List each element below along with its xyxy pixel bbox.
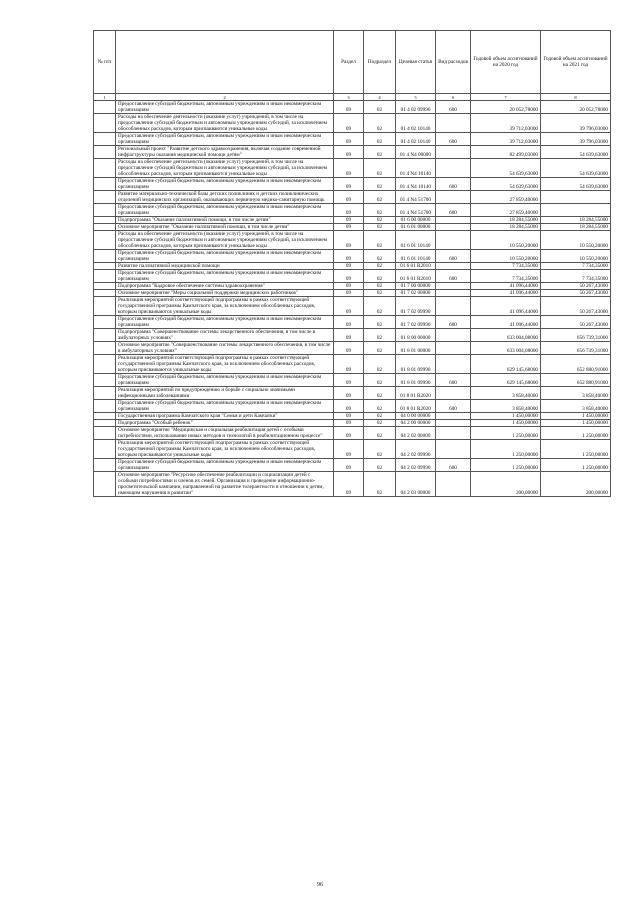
amount-2021-cell: 7 734,35000 — [541, 263, 611, 270]
amount-2020-cell: 82 499,03000 — [471, 146, 541, 159]
target-cell: 04 0 00 00000 — [396, 413, 436, 420]
expense-type-cell — [436, 297, 471, 316]
section-cell: 09 — [334, 290, 364, 297]
amount-2021-cell: 10 550,20000 — [541, 250, 611, 263]
row-number-cell — [94, 342, 116, 355]
target-cell: 01 4 02 10140 — [396, 133, 436, 146]
amount-2020-cell: 54 639,63000 — [471, 159, 541, 178]
amount-2020-cell: 1 450,00000 — [471, 420, 541, 427]
section-cell: 09 — [334, 387, 364, 400]
subsection-cell: 02 — [364, 250, 396, 263]
expense-type-cell — [436, 413, 471, 420]
amount-2021-cell: 50 267,43000 — [541, 316, 611, 329]
target-cell: 04 2 02 09990 — [396, 459, 436, 472]
row-name-cell: Основное мероприятие "Меры социальной поддержки медицинских работников" — [116, 290, 334, 297]
section-cell: 09 — [334, 159, 364, 178]
table-row — [94, 440, 611, 459]
amount-2021-cell: 656 739,31000 — [541, 329, 611, 342]
expense-type-cell: 600 — [436, 400, 471, 413]
section-cell: 09 — [334, 217, 364, 224]
subsection-cell: 02 — [364, 191, 396, 204]
expense-type-cell — [436, 114, 471, 133]
expense-type-cell — [436, 146, 471, 159]
section-cell: 09 — [334, 114, 364, 133]
row-number-cell — [94, 290, 116, 297]
row-number-cell — [94, 297, 116, 316]
section-cell: 09 — [334, 101, 364, 114]
col-number: 8 — [541, 94, 611, 101]
col-number: 5 — [396, 94, 436, 101]
amount-2021-cell: 20 052,78000 — [541, 101, 611, 114]
header-name — [116, 31, 334, 94]
header-num: № п/п — [94, 31, 116, 94]
row-name-cell: Расходы на обеспечение деятельности (оказание услуг) учреждений, в том числе на предоставление субсидий бюджетным и автономным учреждениям субсидий, за исключением обособленных расходов, которым присваиваются уникальные коды — [116, 231, 334, 250]
row-number-cell — [94, 329, 116, 342]
row-name-cell: Подпрограмма "Оказание паллиативной помощи, в том числе детям" — [116, 217, 334, 224]
expense-type-cell — [436, 224, 471, 231]
row-name-cell: Предоставление субсидий бюджетным, автономным учреждениям и иным некоммерческим организациям — [116, 250, 334, 263]
target-cell: 01 6 01 10140 — [396, 250, 436, 263]
row-name-cell: Реализация мероприятий соответствующей подпрограммы в рамках соответствующей государственной программы Камчатского края, за исключением обособленных расходов, которым присваиваются уникальные коды — [116, 297, 334, 316]
row-number-cell — [94, 146, 116, 159]
row-number-cell — [94, 159, 116, 178]
table-row — [94, 459, 611, 472]
table-row — [94, 133, 611, 146]
row-name-cell: Предоставление субсидий бюджетным, автономным учреждениям и иным некоммерческим организациям — [116, 178, 334, 191]
amount-2020-cell: 1 450,00000 — [471, 413, 541, 420]
amount-2021-cell: 1 250,00000 — [541, 440, 611, 459]
section-cell: 09 — [334, 413, 364, 420]
target-cell: 04 2 03 00000 — [396, 472, 436, 497]
section-cell: 09 — [334, 270, 364, 283]
row-number-cell — [94, 472, 116, 497]
expense-type-cell — [436, 263, 471, 270]
row-name-cell: Предоставление субсидий бюджетным, автономным учреждениям и иным некоммерческим организациям — [116, 101, 334, 114]
table-row — [94, 374, 611, 387]
amount-2020-cell: 27 859,40000 — [471, 204, 541, 217]
row-name-cell: Региональный проект "Развитие детского здравоохранения, включая создание современной инфраструктуры оказания медицинской помощи детям" — [116, 146, 334, 159]
section-cell: 09 — [334, 133, 364, 146]
amount-2021-cell: 50 267,43000 — [541, 297, 611, 316]
expense-type-cell: 600 — [436, 316, 471, 329]
amount-2021-cell: 54 639,63000 — [541, 159, 611, 178]
table-row — [94, 146, 611, 159]
header-section: Раздел — [334, 31, 364, 94]
amount-2020-cell: 41 096,44000 — [471, 283, 541, 290]
row-name-cell: Расходы на обеспечение деятельности (оказание услуг) учреждений, в том числе на предоставление субсидий бюджетным и автономным учреждениям субсидий, за исключением обособленных расходов, которым присваиваются уникальные коды — [116, 114, 334, 133]
table-row — [94, 217, 611, 224]
amount-2021-cell: 652 880,91000 — [541, 355, 611, 374]
row-number-cell — [94, 101, 116, 114]
row-number-cell — [94, 316, 116, 329]
section-cell: 09 — [334, 420, 364, 427]
amount-2020-cell: 41 096,44000 — [471, 290, 541, 297]
amount-2020-cell: 7 734,35000 — [471, 270, 541, 283]
subsection-cell: 02 — [364, 297, 396, 316]
target-cell: 01 7 02 09990 — [396, 297, 436, 316]
target-cell: 04 2 02 09990 — [396, 440, 436, 459]
subsection-cell: 02 — [364, 427, 396, 440]
target-cell: 01 7 02 00000 — [396, 290, 436, 297]
expense-type-cell — [436, 159, 471, 178]
amount-2021-cell — [541, 204, 611, 217]
amount-2020-cell: 200,00000 — [471, 472, 541, 497]
subsection-cell: 02 — [364, 159, 396, 178]
target-cell: 01 6 01 R2010 — [396, 270, 436, 283]
section-cell: 09 — [334, 191, 364, 204]
row-name-cell: Реализация мероприятий по предупреждению и борьбе с социально значимыми инфекционными заболеваниями — [116, 387, 334, 400]
subsection-cell: 02 — [364, 146, 396, 159]
expense-type-cell: 600 — [436, 204, 471, 217]
table-row — [94, 224, 611, 231]
amount-2020-cell: 18 284,55000 — [471, 217, 541, 224]
row-number-cell — [94, 413, 116, 420]
col-number: 7 — [471, 94, 541, 101]
target-cell: 01 8 01 R2020 — [396, 400, 436, 413]
amount-2021-cell: 10 550,20000 — [541, 231, 611, 250]
subsection-cell: 02 — [364, 355, 396, 374]
target-cell: 01 4 N4 51700 — [396, 204, 436, 217]
subsection-cell: 02 — [364, 400, 396, 413]
subsection-cell: 02 — [364, 133, 396, 146]
row-name-cell: Предоставление субсидий бюджетным, автономным учреждениям и иным некоммерческим организациям — [116, 133, 334, 146]
header-expense-type: Вид расходов — [436, 31, 471, 94]
section-cell: 09 — [334, 146, 364, 159]
col-number: 4 — [364, 94, 396, 101]
col-number: 6 — [436, 94, 471, 101]
amount-2021-cell: 1 250,00000 — [541, 459, 611, 472]
section-cell: 09 — [334, 400, 364, 413]
header-target: Целевая статья — [396, 31, 436, 94]
table-row — [94, 178, 611, 191]
target-cell: 01 8 01 09990 — [396, 355, 436, 374]
expense-type-cell: 600 — [436, 178, 471, 191]
subsection-cell: 02 — [364, 231, 396, 250]
amount-2020-cell: 633 004,08000 — [471, 342, 541, 355]
subsection-cell: 02 — [364, 270, 396, 283]
amount-2020-cell: 10 550,20000 — [471, 250, 541, 263]
budget-table — [93, 30, 611, 497]
table-row — [94, 231, 611, 250]
amount-2021-cell: 3 858,40000 — [541, 387, 611, 400]
expense-type-cell: 600 — [436, 133, 471, 146]
target-cell: 01 6 01 10140 — [396, 231, 436, 250]
target-cell: 01 4 N4 10140 — [396, 159, 436, 178]
row-number-cell — [94, 459, 116, 472]
row-name-cell: Государственная программа Камчатского края "Семья и дети Камчатки" — [116, 413, 334, 420]
row-number-cell — [94, 400, 116, 413]
row-number-cell — [94, 178, 116, 191]
amount-2020-cell: 27 859,40000 — [471, 191, 541, 204]
row-number-cell — [94, 114, 116, 133]
section-cell: 09 — [334, 283, 364, 290]
target-cell: 01 8 01 09990 — [396, 374, 436, 387]
row-name-cell: Развитие паллиативной медицинской помощи — [116, 263, 334, 270]
expense-type-cell — [436, 217, 471, 224]
target-cell: 01 7 02 09990 — [396, 316, 436, 329]
expense-type-cell — [436, 342, 471, 355]
amount-2021-cell — [541, 191, 611, 204]
row-name-cell: Предоставление субсидий бюджетным, автономным учреждениям и иным некоммерческим организациям — [116, 204, 334, 217]
subsection-cell: 02 — [364, 224, 396, 231]
row-name-cell: Расходы на обеспечение деятельности (оказание услуг) учреждений, в том числе на предоставление субсидий бюджетным и автономным учреждениям субсидий, за исключением обособленных расходов, которым присваиваются уникальные коды — [116, 159, 334, 178]
expense-type-cell: 600 — [436, 101, 471, 114]
amount-2021-cell: 1 250,00000 — [541, 427, 611, 440]
row-number-cell — [94, 231, 116, 250]
subsection-cell: 02 — [364, 459, 396, 472]
row-number-cell — [94, 224, 116, 231]
expense-type-cell — [436, 440, 471, 459]
target-cell: 01 4 02 10140 — [396, 114, 436, 133]
target-cell: 01 8 01 R2020 — [396, 387, 436, 400]
amount-2020-cell: 3 858,40000 — [471, 387, 541, 400]
amount-2020-cell: 39 712,03000 — [471, 133, 541, 146]
row-name-cell: Предоставление субсидий бюджетным, автономным учреждениям и иным некоммерческим организациям — [116, 316, 334, 329]
section-cell: 09 — [334, 263, 364, 270]
section-cell: 09 — [334, 342, 364, 355]
table-row — [94, 329, 611, 342]
expense-type-cell — [436, 191, 471, 204]
section-cell: 09 — [334, 297, 364, 316]
subsection-cell: 02 — [364, 329, 396, 342]
row-name-cell: Подпрограмма "Особый ребенок" — [116, 420, 334, 427]
section-cell: 09 — [334, 374, 364, 387]
row-name-cell: Реализация мероприятий соответствующей подпрограммы в рамках соответствующей государственной программы Камчатского края, за исключением обособленных расходов, которым присваиваются уникальные коды — [116, 440, 334, 459]
row-number-cell — [94, 133, 116, 146]
subsection-cell: 02 — [364, 283, 396, 290]
table-body — [94, 94, 611, 497]
table-row — [94, 297, 611, 316]
amount-2021-cell: 54 639,63000 — [541, 146, 611, 159]
row-name-cell: Предоставление субсидий бюджетным, автономным учреждениям и иным некоммерческим организациям — [116, 374, 334, 387]
subsection-cell: 02 — [364, 440, 396, 459]
table-row — [94, 114, 611, 133]
table-row — [94, 355, 611, 374]
subsection-cell: 02 — [364, 342, 396, 355]
subsection-cell: 02 — [364, 204, 396, 217]
expense-type-cell: 600 — [436, 374, 471, 387]
amount-2021-cell: 652 880,91000 — [541, 374, 611, 387]
page-number: 96 — [317, 882, 323, 888]
amount-2020-cell: 20 052,78000 — [471, 101, 541, 114]
row-number-cell — [94, 387, 116, 400]
section-cell: 09 — [334, 204, 364, 217]
target-cell: 04 2 00 00000 — [396, 420, 436, 427]
expense-type-cell: 600 — [436, 459, 471, 472]
table-row — [94, 472, 611, 497]
amount-2020-cell: 18 284,55000 — [471, 224, 541, 231]
row-number-cell — [94, 270, 116, 283]
amount-2021-cell: 39 796,03000 — [541, 114, 611, 133]
amount-2021-cell: 50 267,43000 — [541, 283, 611, 290]
amount-2020-cell: 41 096,44000 — [471, 297, 541, 316]
section-cell: 09 — [334, 472, 364, 497]
section-cell: 09 — [334, 459, 364, 472]
amount-2020-cell: 629 145,68000 — [471, 355, 541, 374]
row-number-cell — [94, 250, 116, 263]
target-cell: 01 8 00 00000 — [396, 329, 436, 342]
expense-type-cell — [436, 427, 471, 440]
amount-2021-cell: 200,00000 — [541, 472, 611, 497]
amount-2020-cell: 629 145,68000 — [471, 374, 541, 387]
row-number-cell — [94, 204, 116, 217]
amount-2021-cell: 18 284,55000 — [541, 224, 611, 231]
amount-2020-cell: 41 096,44000 — [471, 316, 541, 329]
table-row — [94, 342, 611, 355]
expense-type-cell — [436, 355, 471, 374]
row-number-cell — [94, 191, 116, 204]
target-cell: 01 4 N4 10140 — [396, 178, 436, 191]
amount-2020-cell: 1 250,00000 — [471, 427, 541, 440]
amount-2021-cell: 1 450,00000 — [541, 413, 611, 420]
subsection-cell: 02 — [364, 263, 396, 270]
section-cell: 09 — [334, 231, 364, 250]
row-name-cell: Предоставление субсидий бюджетным, автономным учреждениям и иным некоммерческим организациям — [116, 270, 334, 283]
row-name-cell: Подпрограмма "Кадровое обеспечение системы здравоохранения" — [116, 283, 334, 290]
expense-type-cell — [436, 290, 471, 297]
section-cell: 09 — [334, 355, 364, 374]
amount-2021-cell: 656 739,31000 — [541, 342, 611, 355]
table-row — [94, 263, 611, 270]
table-row — [94, 250, 611, 263]
col-number: 1 — [94, 94, 116, 101]
section-cell: 09 — [334, 329, 364, 342]
amount-2020-cell: 1 250,00000 — [471, 459, 541, 472]
row-name-cell: Развитие материально-технической базы детских поликлиник и детских поликлинических отделений медицинских организаций, оказывающих первичную медико-санитарную помощь — [116, 191, 334, 204]
amount-2020-cell: 54 639,63000 — [471, 178, 541, 191]
row-number-cell — [94, 263, 116, 270]
subsection-cell: 02 — [364, 472, 396, 497]
col-number: 3 — [334, 94, 364, 101]
col-number: 2 — [116, 94, 334, 101]
row-number-cell — [94, 355, 116, 374]
subsection-cell: 02 — [364, 374, 396, 387]
section-cell: 09 — [334, 316, 364, 329]
column-number-row — [94, 94, 611, 101]
row-name-cell: Основное мероприятие "Оказание паллиативной помощи, в том числе детям" — [116, 224, 334, 231]
row-name-cell: Основное мероприятие "Ресурсное обеспечение реабилитации и социализации детей с особыми потребностями и членов их семей. Организация и проведение информационно-просветительской кампании, направленной на развитие толерантности в отношении к детям, имеющим нарушения в развитии" — [116, 472, 334, 497]
subsection-cell: 02 — [364, 387, 396, 400]
expense-type-cell — [436, 387, 471, 400]
row-number-cell — [94, 217, 116, 224]
amount-2021-cell: 39 796,03000 — [541, 133, 611, 146]
row-number-cell — [94, 427, 116, 440]
table-row — [94, 270, 611, 283]
row-number-cell — [94, 420, 116, 427]
table-row — [94, 387, 611, 400]
table-row — [94, 204, 611, 217]
row-name-cell: Основное мероприятие "Медицинская и социальная реабилитация детей с особыми потребностями, использование новых методов и технологий в реабилитационном процессе" — [116, 427, 334, 440]
row-name-cell: Предоставление субсидий бюджетным, автономным учреждениям и иным некоммерческим организациям — [116, 400, 334, 413]
expense-type-cell: 600 — [436, 250, 471, 263]
row-number-cell — [94, 440, 116, 459]
subsection-cell: 02 — [364, 217, 396, 224]
table-row — [94, 400, 611, 413]
amount-2020-cell: 3 858,40000 — [471, 400, 541, 413]
subsection-cell: 02 — [364, 413, 396, 420]
table-row — [94, 427, 611, 440]
row-number-cell — [94, 283, 116, 290]
amount-2020-cell: 39 712,03000 — [471, 114, 541, 133]
subsection-cell: 02 — [364, 114, 396, 133]
row-name-cell: Предоставление субсидий бюджетным, автономным учреждениям и иным некоммерческим организациям — [116, 459, 334, 472]
amount-2021-cell: 18 284,55000 — [541, 217, 611, 224]
table-row — [94, 101, 611, 114]
amount-2020-cell: 633 004,08000 — [471, 329, 541, 342]
row-name-cell: Подпрограмма "Совершенствование системы лекарственного обеспечения, в том числе в амбулаторных условиях" — [116, 329, 334, 342]
table-row — [94, 413, 611, 420]
target-cell: 01 6 01 R2010 — [396, 263, 436, 270]
amount-2021-cell: 3 858,40000 — [541, 400, 611, 413]
section-cell: 09 — [334, 440, 364, 459]
expense-type-cell — [436, 231, 471, 250]
row-name-cell: Основное мероприятие "Совершенствование системы лекарственного обеспечения, в том числе в амбулаторных условиях" — [116, 342, 334, 355]
header-year-2020: Годовой объем ассигнований на 2020 год — [471, 31, 541, 94]
expense-type-cell — [436, 283, 471, 290]
subsection-cell: 02 — [364, 101, 396, 114]
subsection-cell: 02 — [364, 316, 396, 329]
row-name-cell: Реализация мероприятий соответствующей подпрограммы в рамках соответствующей государственной программы Камчатского края, за исключением обособленных расходов, которым присваиваются уникальные коды — [116, 355, 334, 374]
subsection-cell: 02 — [364, 290, 396, 297]
target-cell: 04 2 02 00000 — [396, 427, 436, 440]
target-cell: 01 6 00 00000 — [396, 217, 436, 224]
amount-2021-cell: 50 267,43000 — [541, 290, 611, 297]
target-cell: 01 6 01 00000 — [396, 224, 436, 231]
header-row — [94, 31, 611, 94]
table-row — [94, 420, 611, 427]
expense-type-cell — [436, 329, 471, 342]
expense-type-cell — [436, 472, 471, 497]
table-row — [94, 191, 611, 204]
section-cell: 09 — [334, 178, 364, 191]
amount-2021-cell: 54 639,63000 — [541, 178, 611, 191]
target-cell: 01 8 01 00000 — [396, 342, 436, 355]
row-number-cell — [94, 374, 116, 387]
header-subsection: Подраздел — [364, 31, 396, 94]
amount-2021-cell: 7 734,35000 — [541, 270, 611, 283]
amount-2021-cell: 1 450,00000 — [541, 420, 611, 427]
subsection-cell: 02 — [364, 178, 396, 191]
target-cell: 01 4 02 09990 — [396, 101, 436, 114]
table-row — [94, 290, 611, 297]
amount-2020-cell: 7 734,35000 — [471, 263, 541, 270]
table-row — [94, 316, 611, 329]
section-cell: 09 — [334, 427, 364, 440]
section-cell: 09 — [334, 224, 364, 231]
amount-2020-cell: 10 550,20000 — [471, 231, 541, 250]
table-row — [94, 283, 611, 290]
target-cell: 01 7 00 00000 — [396, 283, 436, 290]
target-cell: 01 4 N4 51700 — [396, 191, 436, 204]
section-cell: 09 — [334, 250, 364, 263]
table-row — [94, 159, 611, 178]
expense-type-cell — [436, 420, 471, 427]
amount-2020-cell: 1 250,00000 — [471, 440, 541, 459]
expense-type-cell: 600 — [436, 270, 471, 283]
subsection-cell: 02 — [364, 420, 396, 427]
header-year-2021: Годовой объем ассигнований на 2021 год — [541, 31, 611, 94]
target-cell: 01 4 N4 00000 — [396, 146, 436, 159]
